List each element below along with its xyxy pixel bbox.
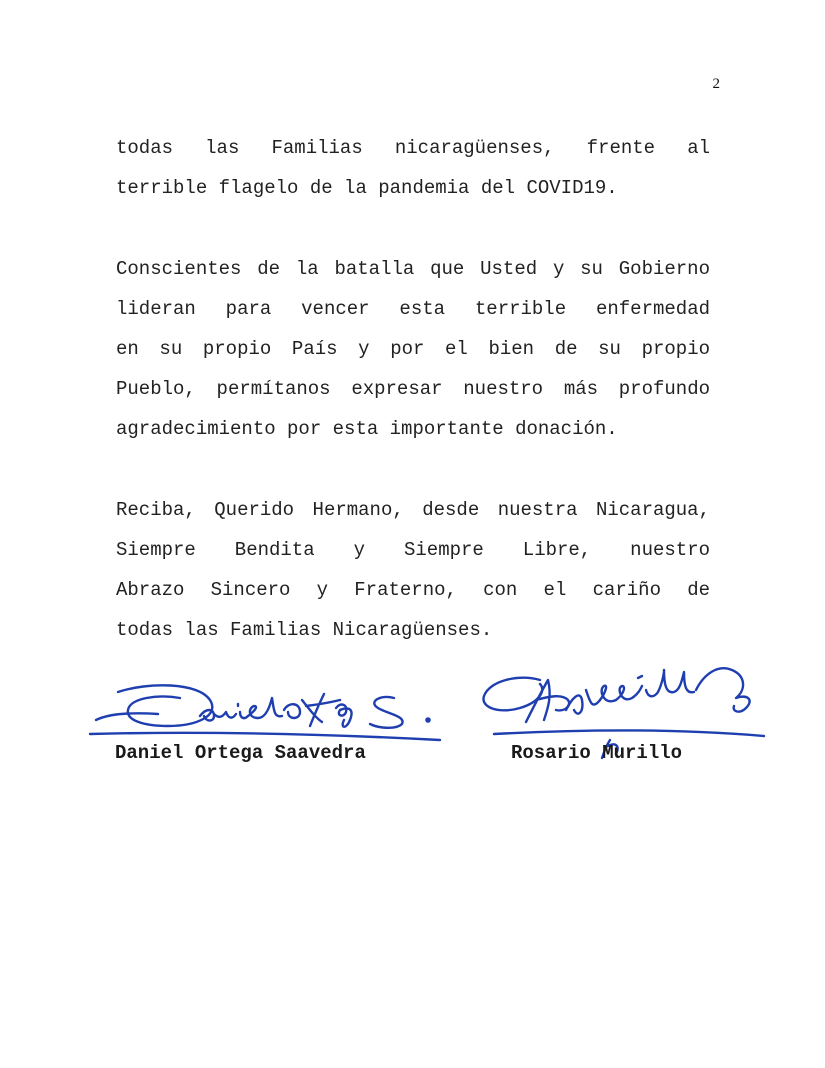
signer-name-left: Daniel Ortega Saavedra (115, 742, 366, 764)
page-number: 2 (712, 76, 720, 92)
signature-left (88, 676, 448, 746)
paragraph-line: terrible flagelo de la pandemia del COVID19. (116, 177, 618, 200)
signer-name-right: Rosario Murillo (511, 742, 683, 764)
paragraph-line: Conscientes de la batalla que Usted y su Gobierno (116, 257, 710, 280)
letter-body (116, 128, 710, 651)
paragraph-line: Pueblo, permítanos expresar nuestro más profundo (116, 378, 710, 401)
paragraph-line: agradecimiento por esta importante donación. (116, 418, 618, 441)
paragraph-line: Reciba, Querido Hermano, desde nuestra Nicaragua, (116, 498, 710, 521)
paragraph-line: lideran para vencer esta terrible enfermedad (116, 297, 710, 320)
paragraph-line: en su propio País y por el bien de su propio (116, 338, 710, 360)
paragraph-line: Abrazo Sincero y Fraterno, con el cariño de (116, 579, 710, 602)
paragraph-line: todas las Familias nicaragüenses, frente al (116, 137, 710, 159)
paragraph-2 (116, 249, 710, 450)
paragraph-line: todas las Familias Nicaragüenses. (116, 619, 493, 642)
paragraph-line: Siempre Bendita y Siempre Libre, nuestro (116, 539, 710, 561)
paragraph-1 (116, 128, 710, 208)
paragraph-3 (116, 490, 710, 651)
